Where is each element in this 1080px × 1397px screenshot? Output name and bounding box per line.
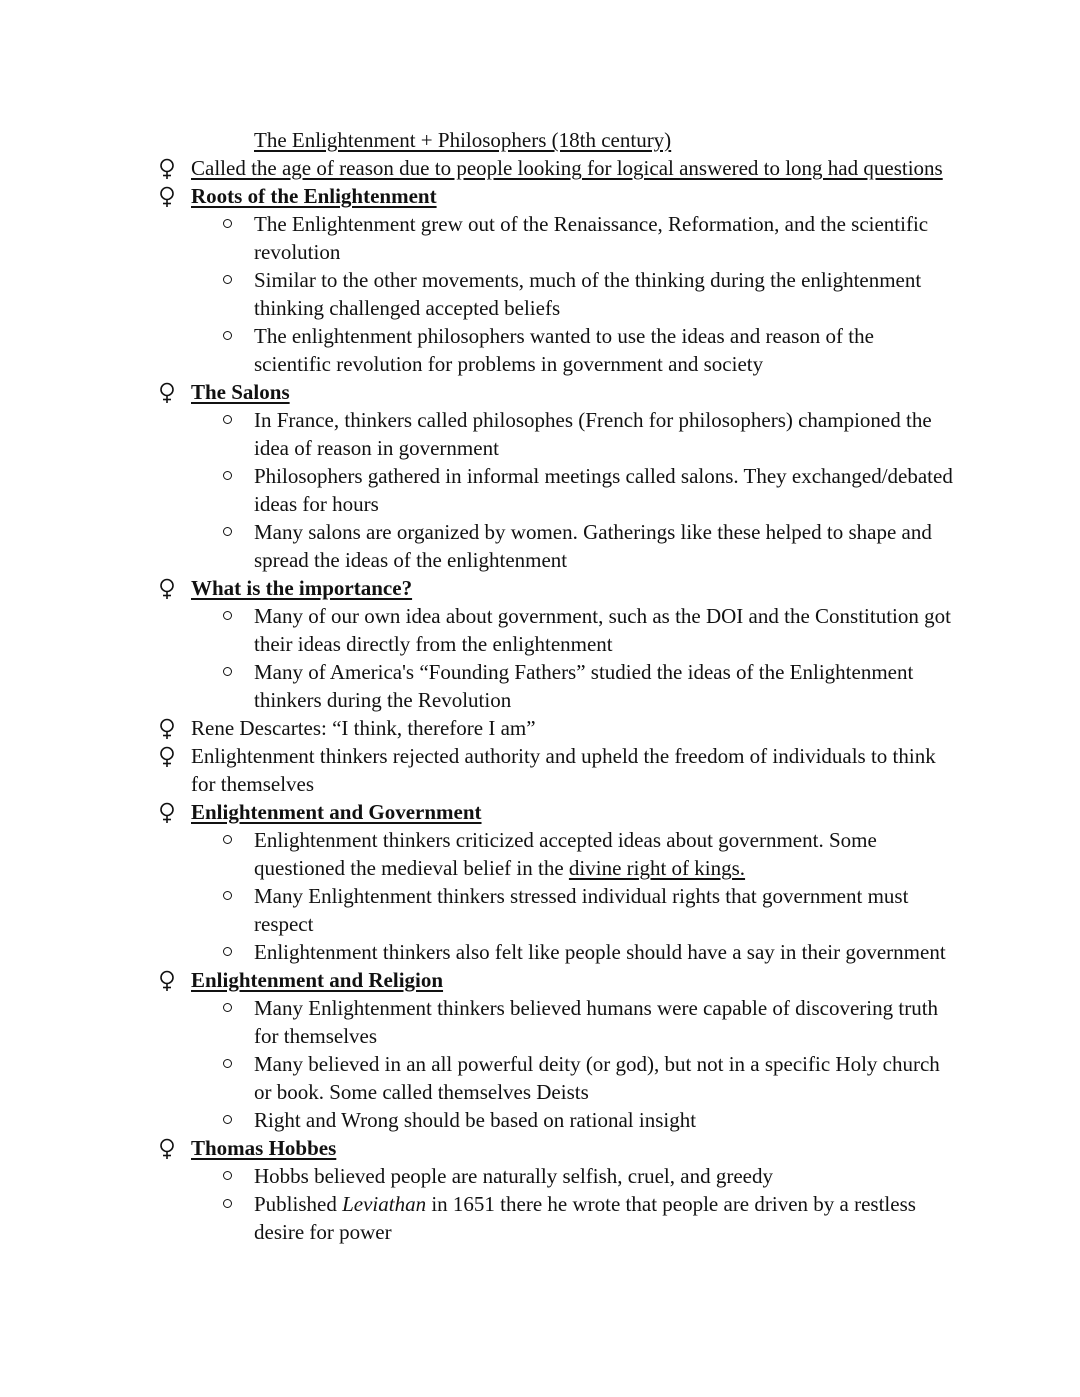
sub-item-text: Many of America's “Founding Fathers” studied the ideas of the Enlightenment thinkers during the Revolution <box>254 660 914 712</box>
item-text: Called the age of reason due to people looking for logical answered to long had questions <box>191 156 943 180</box>
bullet-list <box>156 154 956 1246</box>
sub-item-text-rest: in 1651 there he wrote that people are driven by a restless desire for power <box>254 1192 916 1244</box>
sub-item-text: The enlightenment philosophers wanted to use the ideas and reason of the scientific revolution for problems in government and society <box>254 324 874 376</box>
heading-text: What is the importance? <box>191 576 413 600</box>
sub-list-item <box>156 1190 956 1246</box>
sub-list-item <box>156 210 956 266</box>
bullet-icon <box>158 966 182 994</box>
circle-bullet-icon <box>223 1115 232 1124</box>
sub-item-text: Many of our own idea about government, such as the DOI and the Constitution got their ideas directly from the enlightenment <box>254 604 951 656</box>
book-title: Leviathan <box>342 1192 427 1216</box>
sub-item-text: Many believed in an all powerful deity (or god), but not in a specific Holy church or book. Some called themselves Deists <box>254 1052 940 1104</box>
sub-list-item <box>156 658 956 714</box>
heading-text: Thomas Hobbes <box>191 1136 337 1160</box>
sub-list-item <box>156 322 956 378</box>
sub-item-text: Hobbs believed people are naturally selfish, cruel, and greedy <box>254 1164 773 1188</box>
sub-item-text: Published <box>254 1192 343 1216</box>
heading-text: Enlightenment and Government <box>191 800 482 824</box>
sub-list-item <box>156 602 956 658</box>
circle-bullet-icon <box>223 527 232 536</box>
sub-list-item <box>156 938 956 966</box>
item-text: Rene Descartes: “I think, therefore I am” <box>191 716 536 740</box>
sub-item-text: Many Enlightenment thinkers believed humans were capable of discovering truth for themselves <box>254 996 939 1048</box>
circle-bullet-icon <box>223 835 232 844</box>
sub-item-text: Similar to the other movements, much of the thinking during the enlightenment thinking challenged accepted beliefs <box>254 268 922 320</box>
sub-item-text: The Enlightenment grew out of the Renaissance, Reformation, and the scientific revolution <box>254 212 929 264</box>
bullet-icon <box>158 574 182 602</box>
circle-bullet-icon <box>223 947 232 956</box>
list-item <box>156 742 956 798</box>
sub-list <box>156 826 956 966</box>
circle-bullet-icon <box>223 1171 232 1180</box>
circle-bullet-icon <box>223 415 232 424</box>
bullet-icon <box>158 742 182 770</box>
circle-bullet-icon <box>223 219 232 228</box>
section-heading <box>156 966 956 994</box>
circle-bullet-icon <box>223 891 232 900</box>
circle-bullet-icon <box>223 1003 232 1012</box>
circle-bullet-icon <box>223 331 232 340</box>
circle-bullet-icon <box>223 667 232 676</box>
sub-list-item <box>156 1050 956 1106</box>
bullet-icon <box>158 1134 182 1162</box>
sub-item-text: In France, thinkers called philosophes (French for philosophers) championed the idea of reason in government <box>254 408 932 460</box>
section-heading <box>156 378 956 406</box>
sub-list-item <box>156 994 956 1050</box>
section-heading <box>156 182 956 210</box>
list-item <box>156 154 956 182</box>
sub-list-item <box>156 266 956 322</box>
sub-item-text: Many Enlightenment thinkers stressed individual rights that government must respect <box>254 884 909 936</box>
heading-text: Enlightenment and Religion <box>191 968 444 992</box>
section-heading <box>156 798 956 826</box>
bullet-icon <box>158 798 182 826</box>
sub-list <box>156 602 956 714</box>
sub-item-text: Enlightenment thinkers criticized accepted ideas about government. Some questioned the medieval belief in the <box>254 828 877 880</box>
section-heading <box>156 574 956 602</box>
list-item <box>156 714 956 742</box>
document-title: The Enlightenment + Philosophers (18th century) <box>254 128 672 152</box>
sub-list <box>156 994 956 1134</box>
bullet-icon <box>158 378 182 406</box>
circle-bullet-icon <box>223 611 232 620</box>
sub-list-item <box>156 1162 956 1190</box>
sub-list-item <box>156 518 956 574</box>
bullet-icon <box>158 182 182 210</box>
bullet-icon <box>158 714 182 742</box>
sub-item-text: Enlightenment thinkers also felt like people should have a say in their government <box>254 940 946 964</box>
sub-list <box>156 210 956 378</box>
circle-bullet-icon <box>223 275 232 284</box>
bullet-icon <box>158 154 182 182</box>
sub-list <box>156 1162 956 1246</box>
divine-right-phrase: divine right of kings. <box>568 856 746 880</box>
sub-list-item <box>156 1106 956 1134</box>
sub-list-item <box>156 882 956 938</box>
notes-content <box>156 126 956 1246</box>
heading-text: The Salons <box>191 380 290 404</box>
circle-bullet-icon <box>223 471 232 480</box>
sub-item-text: Right and Wrong should be based on rational insight <box>254 1108 697 1132</box>
sub-list-item <box>156 406 956 462</box>
section-heading <box>156 1134 956 1162</box>
heading-text: Roots of the Enlightenment <box>191 184 437 208</box>
sub-list-item <box>156 826 956 882</box>
sub-item-text: Philosophers gathered in informal meetings called salons. They exchanged/debated ideas for hours <box>254 464 953 516</box>
item-text: Enlightenment thinkers rejected authority and upheld the freedom of individuals to think for themselves <box>191 744 936 796</box>
circle-bullet-icon <box>223 1199 232 1208</box>
circle-bullet-icon <box>223 1059 232 1068</box>
sub-item-text: Many salons are organized by women. Gatherings like these helped to shape and spread the ideas of the enlightenment <box>254 520 932 572</box>
sub-list <box>156 406 956 574</box>
sub-list-item <box>156 462 956 518</box>
